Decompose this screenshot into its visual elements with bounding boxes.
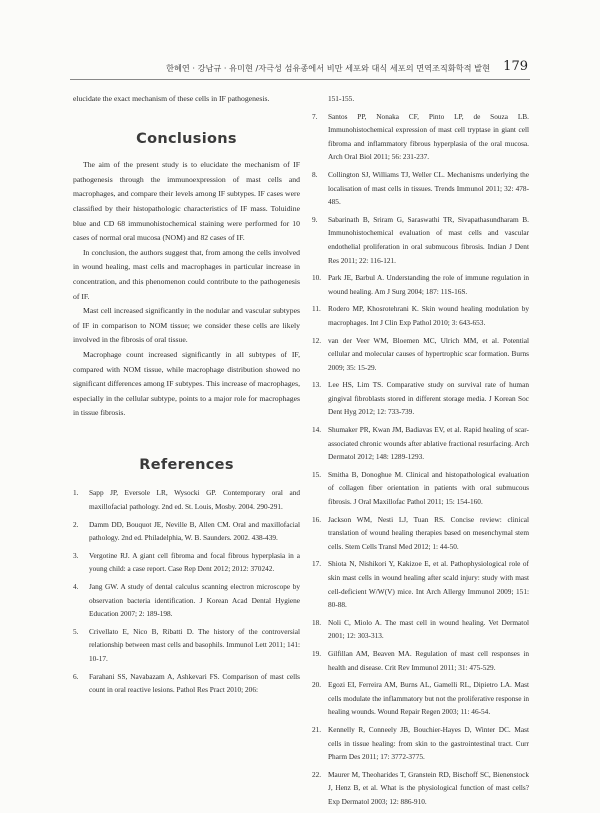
- reference-item: [73, 625, 300, 666]
- reference-item: [312, 213, 529, 267]
- reference-number: 7.: [312, 111, 318, 121]
- reference-item: [312, 423, 529, 464]
- reference-item: [312, 768, 529, 809]
- page-number: 179: [503, 59, 528, 74]
- reference-number: 12.: [312, 335, 322, 345]
- reference-text: Smitha B, Donoghue M. Clinical and histopathological evaluation of collagen fiber orientation in patients with oral submucous fibrosis. J Oral Maxillofac Pathol 2011; 15: 154-160.: [328, 469, 529, 507]
- reference-number: 21.: [312, 724, 322, 734]
- reference-text: Egozi EI, Ferreira AM, Burns AL, Gamelli RL, Dipietro LA. Mast cells modulate the inflammatory but not the proliferative response in healing wounds. Wound Repair Regen 2003; 11: 46-54.: [328, 680, 529, 717]
- reference-number: 10.: [312, 273, 322, 283]
- reference-item: [312, 302, 529, 329]
- reference-number: 11.: [312, 304, 321, 314]
- reference-number: 20.: [312, 680, 322, 690]
- reference-number: 8.: [312, 169, 318, 179]
- reference-text: Sapp JP, Eversole LR, Wysocki GP. Contemporary oral and maxillofacial pathology. 2nd ed. St. Louis, Mosby. 2004. 290-291.: [89, 488, 300, 512]
- reference-text: Farahani SS, Navabazam A, Ashkevari FS. Comparison of mast cells count in oral reactive lesions. Pathol Res Pract 2010; 206:: [89, 671, 300, 695]
- running-header: [0, 58, 600, 80]
- reference-text: Shiota N, Nishikori Y, Kakizoe E, et al. Pathophysiological role of skin mast cells in wound healing after scald injury: study with mast cell-deficient W/W(V) mice. Int Arch Allergy Immunol 2009; 151: 80-88.: [328, 559, 529, 610]
- running-title: 한혜연 · 강남규 · 유미현 /자극성 섬유종에서 비만 세포와 대식 세포의 면역조직화학적 발현: [166, 63, 490, 73]
- reference-item: [73, 549, 300, 576]
- reference-text: Kennelly R, Conneely JB, Bouchier-Hayes D, Winter DC. Mast cells in tissue healing: from skin to the gastrointestinal tract. Curr Pharm Des 2011; 17: 3772-3775.: [328, 724, 529, 762]
- reference-number: 15.: [312, 469, 322, 479]
- reference-item: [73, 486, 300, 513]
- reference-text: Jackson WM, Nesti LJ, Tuan RS. Concise review: clinical translation of wound healing therapies based on mesenchymal stem cells. Stem Cells Transl Med 2012; 1: 44-50.: [328, 514, 529, 551]
- reference-item: [73, 670, 300, 697]
- reference-number: 19.: [312, 648, 322, 658]
- reference-number: 14.: [312, 425, 322, 435]
- reference-item: [312, 92, 529, 106]
- reference-text: Noli C, Miolo A. The mast cell in wound healing. Vet Dermatol 2001; 12: 303-313.: [328, 617, 529, 641]
- reference-number: 2.: [73, 519, 79, 529]
- reference-text: Vergotine RJ. A giant cell fibroma and focal fibrous hyperplasia in a young child: a case report. Case Rep Dent 2012; 2012: 370242.: [89, 550, 300, 574]
- reference-item: [312, 678, 529, 719]
- conclusions-paragraph: In conclusion, the authors suggest that, from among the cells involved in wound healing, mast cells and macrophages in particular increase in concentration, and this phenomenon could contribute to the pathogenesis of IF.: [73, 247, 300, 301]
- reference-item: [312, 723, 529, 764]
- left-column: [73, 92, 300, 701]
- reference-text: Collington SJ, Williams TJ, Weller CL. Mechanisms underlying the localisation of mast cells in tissues. Trends Immunol 2011; 32: 478-485.: [328, 169, 529, 207]
- reference-text: Shumaker PR, Kwan JM, Badiavas EV, et al. Rapid healing of scar-associated chronic wounds after ablative fractional resurfacing. Arch Dermatol 2012; 148: 1289-1293.: [328, 425, 529, 462]
- conclusions-paragraph: Macrophage count increased significantly in all subtypes of IF, compared with NOM tissue, while macrophage distribution showed no significant differences among IF subtypes. This increase of macrophages, especially in the cellular subtype, points to a major role for macrophages in tissue fibrosis.: [73, 349, 300, 418]
- reference-item: [312, 334, 529, 375]
- reference-item: [312, 616, 529, 643]
- reference-text: Rodero MP, Khosrotehrani K. Skin wound healing modulation by macrophages. Int J Clin Exp Pathol 2010; 3: 643-653.: [328, 304, 529, 327]
- reference-item: [312, 378, 529, 419]
- reference-text: Lee HS, Lim TS. Comparative study on survival rate of human gingival fibroblasts stored in different storage media. J Korean Soc Dent Hyg 2012; 12: 733-739.: [328, 380, 529, 417]
- header-rule: [70, 79, 530, 80]
- conclusions-paragraph: The aim of the present study is to elucidate the mechanism of IF pathogenesis through the immunoexpression of mast cells and macrophages, and compare their levels among IF subtypes. IF cases were classified by their histopathologic characteristics of IF mass. Toluidine blue and CD 68 immunohistochemical staining were performed for 10 cases of normal oral mucosa (NOM) and 82 cases of IF.: [73, 160, 300, 243]
- reference-number: 9.: [312, 214, 318, 224]
- reference-number: 17.: [312, 559, 322, 569]
- reference-number: 3.: [73, 550, 79, 560]
- reference-number: 5.: [73, 626, 79, 636]
- reference-item: [312, 110, 529, 164]
- reference-item: [312, 468, 529, 509]
- reference-item: [73, 580, 300, 621]
- reference-number: 1.: [73, 488, 79, 498]
- reference-number: 22.: [312, 769, 322, 779]
- conclusions-paragraph: Mast cell increased significantly in the nodular and vascular subtypes of IF in comparison to NOM tissue; we consider these cells are likely involved in the fibrosis of oral tissue.: [73, 306, 300, 345]
- reference-number: 6.: [73, 671, 79, 681]
- reference-item: [312, 168, 529, 209]
- reference-number: 18.: [312, 617, 322, 627]
- reference-item: [312, 647, 529, 674]
- reference-number: 4.: [73, 582, 79, 592]
- references-heading: References: [139, 456, 234, 473]
- reference-text: Jang GW. A study of dental calculus scanning electron microscope by observation bacteria identification. J Korean Acad Dental Hygiene Education 2007; 2: 189-198.: [89, 582, 300, 619]
- reference-item: [312, 557, 529, 611]
- conclusions-heading: Conclusions: [136, 130, 237, 147]
- reference-item: [312, 513, 529, 554]
- reference-text: Santos PP, Nonaka CF, Pinto LP, de Souza LB. Immunohistochemical expression of mast cell tryptase in giant cell fibroma and inflammatory fibrous hyperplasia of the oral mucosa. Arch Oral Biol 2011; 56: 231-237.: [328, 111, 529, 162]
- reference-text: Sabarinath B, Sriram G, Saraswathi TR, Sivapathasundharam B. Immunohistochemical evaluation of mast cells and vascular endothelial proliferation in oral submucous fibrosis. Indian J Dent Res 2011; 22: 116-121.: [328, 214, 529, 265]
- reference-text: Park JE, Barbul A. Understanding the role of immune regulation in wound healing. Am J Surg 2004; 187: 11S-16S.: [328, 273, 529, 296]
- reference-item: [312, 271, 529, 298]
- reference-number: 13.: [312, 380, 322, 390]
- reference-text: Damm DD, Bouquot JE, Neville B, Allen CM. Oral and maxillofacial pathology. 2nd ed. Philadelphia, W. B. Saunders. 2002. 438-439.: [89, 519, 300, 543]
- reference-item: [73, 518, 300, 545]
- reference-text: Gilfillan AM, Beaven MA. Regulation of mast cell responses in health and disease. Crit Rev Immunol 2011; 31: 475-529.: [328, 648, 529, 672]
- reference-text: van der Veer WM, Bloemen MC, Ulrich MM, et al. Potential cellular and molecular causes of hypertrophic scar formation. Burns 2009; 35: 15-29.: [328, 335, 529, 372]
- intro-continuation: elucidate the exact mechanism of these cells in IF pathogenesis.: [73, 94, 270, 103]
- reference-text: Maurer M, Theoharides T, Granstein RD, Bischoff SC, Bienenstock J, Henz B, et al. What is the physiological function of mast cells? Exp Dermatol 2003; 12: 886-910.: [328, 769, 529, 806]
- right-column: [312, 92, 529, 813]
- reference-number: 16.: [312, 514, 322, 524]
- reference-text: 151-155.: [328, 94, 355, 103]
- reference-text: Crivellato E, Nico B, Ribatti D. The history of the controversial relationship between mast cells and basophils. Immunol Lett 2011; 141: 10-17.: [89, 626, 300, 663]
